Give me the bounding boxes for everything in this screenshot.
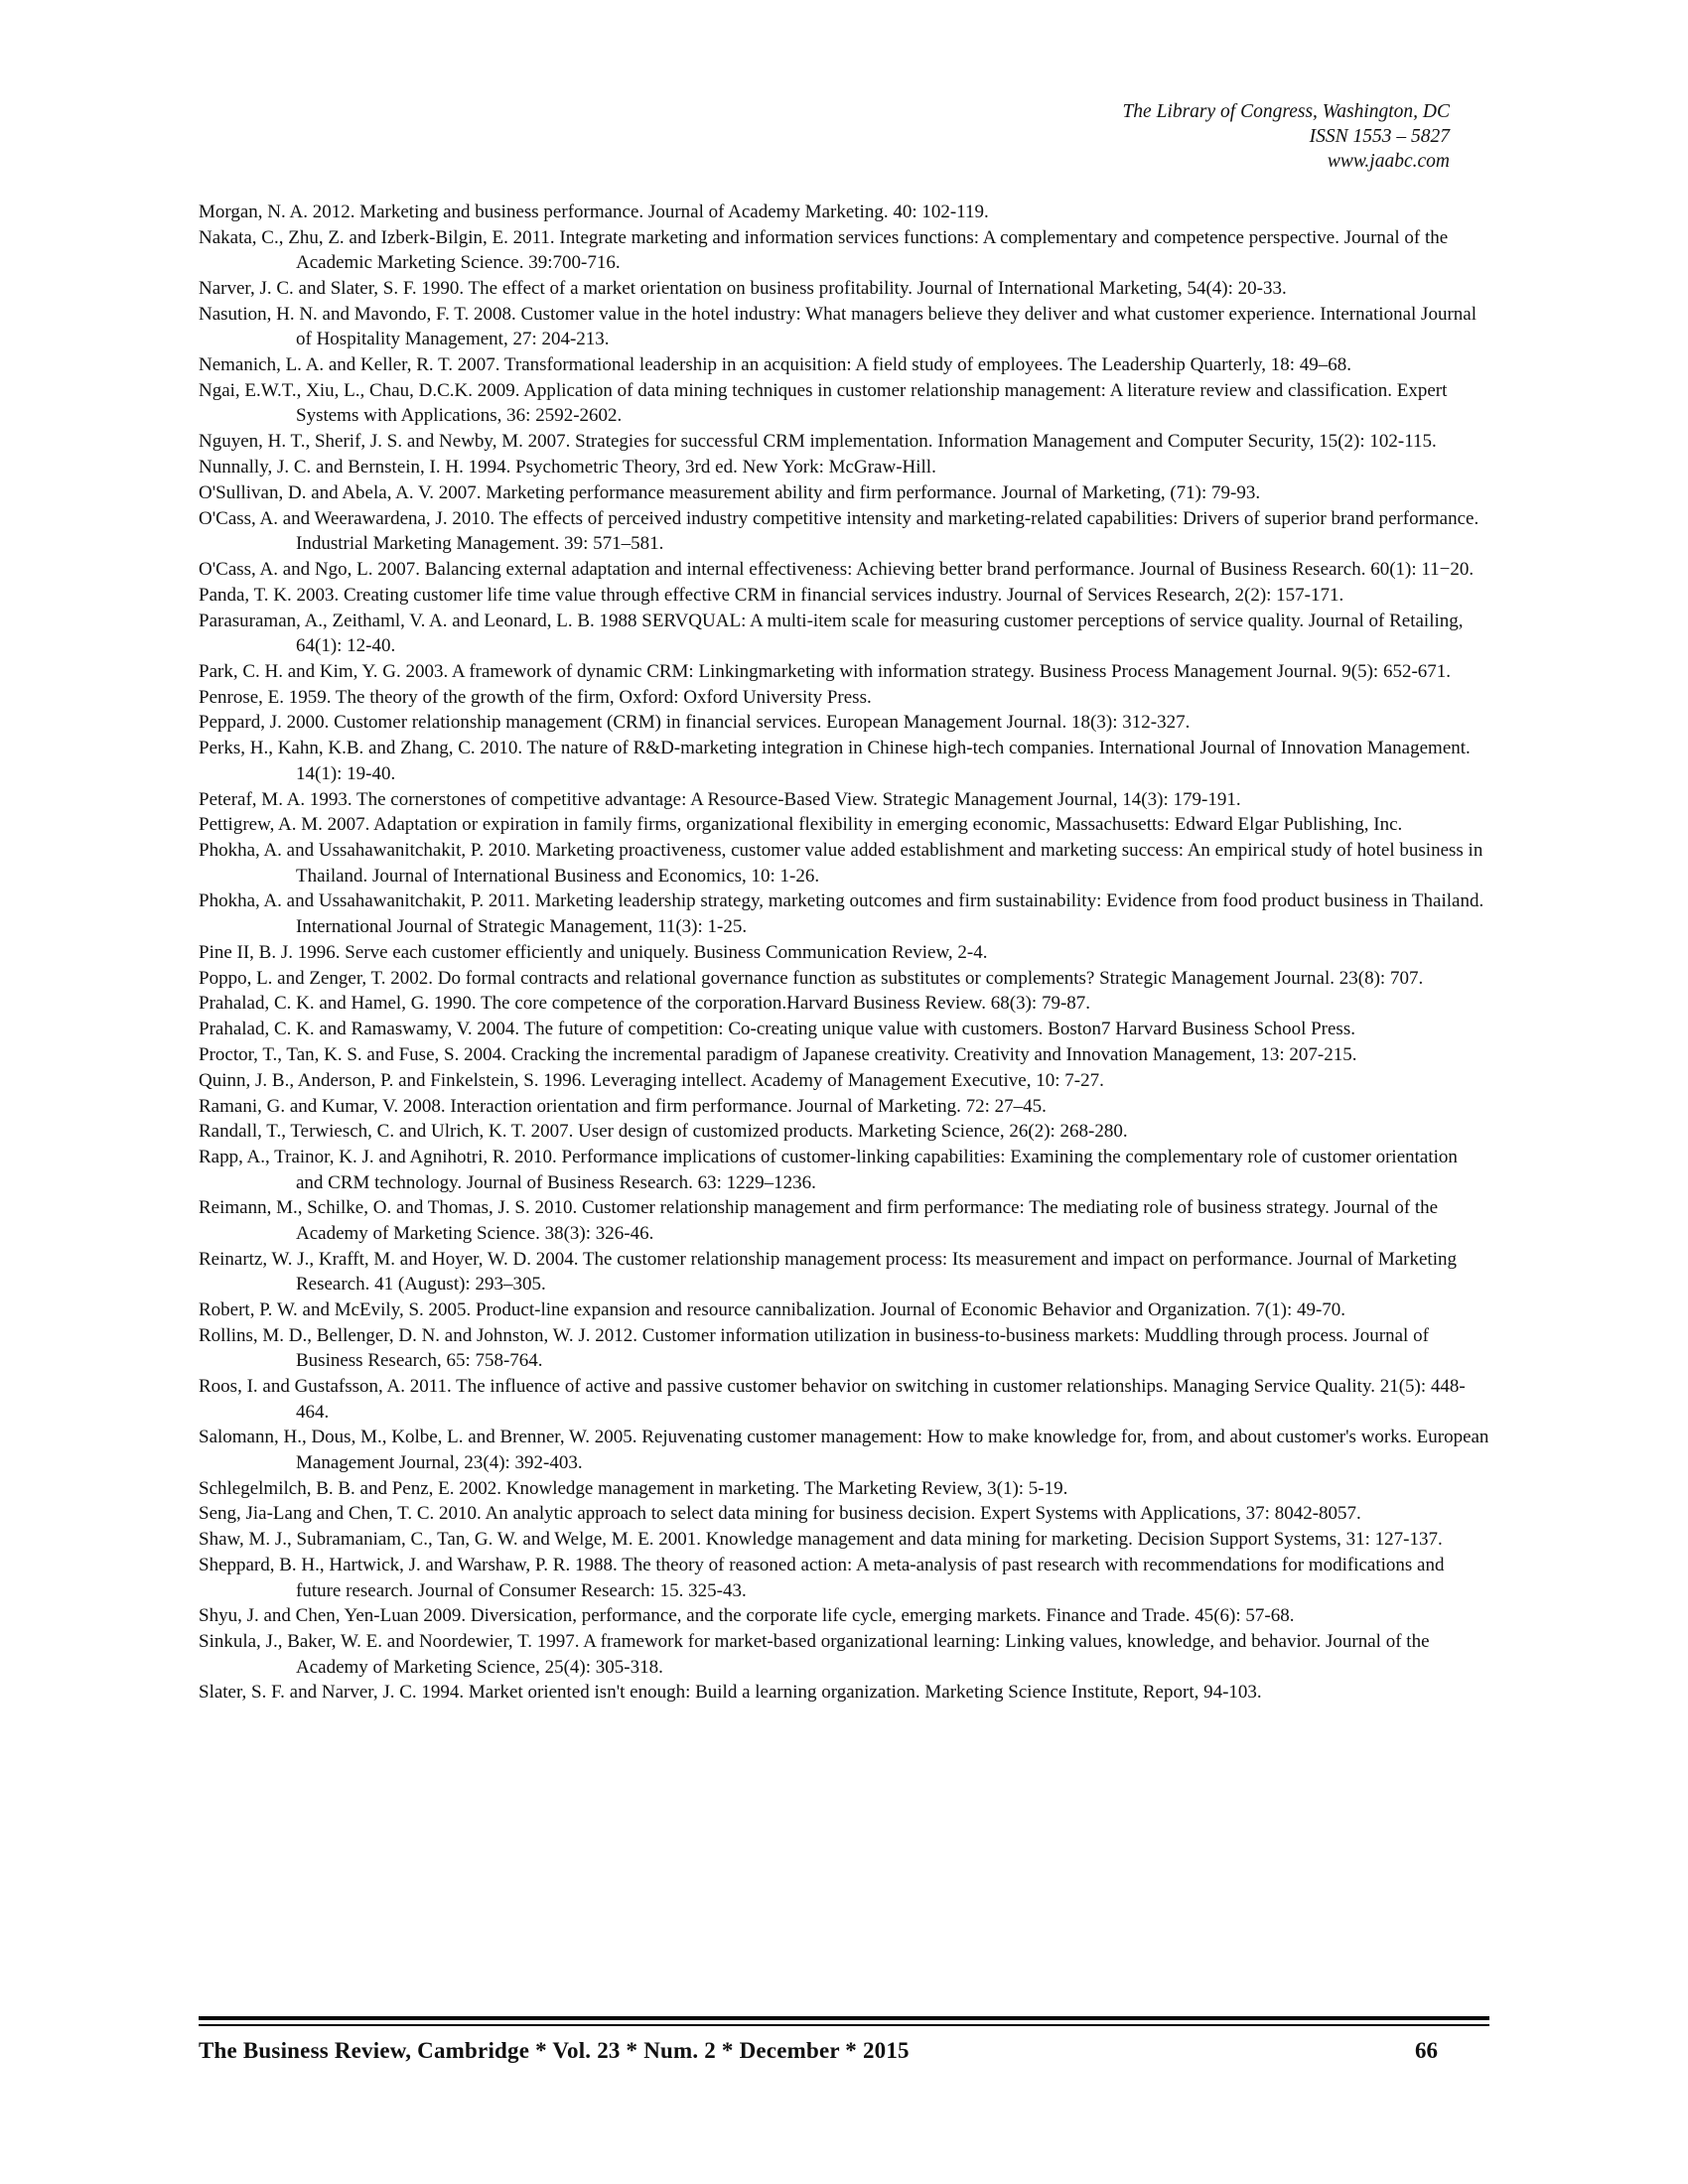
footer-journal-info: The Business Review, Cambridge * Vol. 23 * Num. 2 * December * 2015 [199, 2038, 910, 2063]
reference-entry: Randall, T., Terwiesch, C. and Ulrich, K. T. 2007. User design of customized products. Marketing Science, 26(2): 268-280. [199, 1121, 1128, 1143]
reference-entry: Penrose, E. 1959. The theory of the growth of the firm, Oxford: Oxford University Press. [199, 686, 872, 708]
reference-entry: Panda, T. K. 2003. Creating customer life time value through effective CRM in financial services industry. Journal of Services Research, 2(2): 157-171. [199, 584, 1344, 606]
reference-entry: Morgan, N. A. 2012. Marketing and business performance. Journal of Academy Marketing. 40: 102-119. [199, 202, 989, 222]
reference-entry: Rollins, M. D., Bellenger, D. N. and Johnston, W. J. 2012. Customer information utilization in business-to-business markets: Muddling through process. Journal of Business Research, 65: 758-764. [199, 1324, 1429, 1372]
reference-entry: Slater, S. F. and Narver, J. C. 1994. Market oriented isn't enough: Build a learning organization. Marketing Science Institute, Report, 94-103. [199, 1682, 1262, 1704]
journal-header [1122, 99, 1450, 174]
reference-entry: Nguyen, H. T., Sherif, J. S. and Newby, M. 2007. Strategies for successful CRM implementation. Information Management and Computer Security, 15(2): 102-115. [199, 431, 1437, 453]
reference-entry: Narver, J. C. and Slater, S. F. 1990. The effect of a market orientation on business profitability. Journal of International Marketing, 54(4): 20-33. [199, 278, 1287, 300]
footer-rule-thick [199, 2016, 1489, 2020]
reference-entry: Prahalad, C. K. and Ramaswamy, V. 2004. The future of competition: Co-creating unique value with customers. Boston7 Harvard Business School Press. [199, 1019, 1355, 1040]
reference-entry: Poppo, L. and Zenger, T. 2002. Do formal contracts and relational governance function as substitutes or complements? Strategic Management Journal. 23(8): 707. [199, 967, 1424, 989]
reference-entry: Shaw, M. J., Subramaniam, C., Tan, G. W. and Welge, M. E. 2001. Knowledge management and data mining for marketing. Decision Support Systems, 31: 127-137. [199, 1529, 1443, 1551]
reference-entry: Park, C. H. and Kim, Y. G. 2003. A framework of dynamic CRM: Linkingmarketing with information strategy. Business Process Management Journal. 9(5): 652-671. [199, 660, 1452, 682]
reference-entry: Salomann, H., Dous, M., Kolbe, L. and Brenner, W. 2005. Rejuvenating customer management: How to make knowledge for, from, and about customer's works. European Management Journal, 23(4): 392-403. [199, 1427, 1489, 1473]
reference-entry: Pettigrew, A. M. 2007. Adaptation or expiration in family firms, organizational flexibility in emerging economic, Massachusetts: Edward Elgar Publishing, Inc. [199, 814, 1403, 836]
header-issn: ISSN 1553 – 5827 [1309, 126, 1450, 147]
reference-entry: Nunnally, J. C. and Bernstein, I. H. 1994. Psychometric Theory, 3rd ed. New York: McGraw-Hill. [199, 457, 936, 478]
reference-entry: Sheppard, B. H., Hartwick, J. and Warshaw, P. R. 1988. The theory of reasoned action: A meta-analysis of past research with recommendations for modifications and future research. Journal of Consumer Research: 15. 325-43. [199, 1555, 1445, 1601]
reference-entry: Nasution, H. N. and Mavondo, F. T. 2008. Customer value in the hotel industry: What managers believe they deliver and what customer experience. International Journal of Hospitality Management, 27: 204-213. [199, 303, 1477, 350]
header-library: The Library of Congress, Washington, DC [1122, 101, 1450, 122]
footer-rule-thin [199, 2024, 1489, 2026]
reference-entry: Peteraf, M. A. 1993. The cornerstones of competitive advantage: A Resource-Based View. Strategic Management Journal, 14(3): 179-191. [199, 788, 1241, 810]
reference-entry: Shyu, J. and Chen, Yen-Luan 2009. Diversication, performance, and the corporate life cycle, emerging markets. Finance and Trade. 45(6): 57-68. [199, 1605, 1295, 1627]
reference-entry: Robert, P. W. and McEvily, S. 2005. Product-line expansion and resource cannibalization. Journal of Economic Behavior and Organization. 7(1): 49-70. [199, 1299, 1346, 1320]
reference-entry: O'Cass, A. and Ngo, L. 2007. Balancing external adaptation and internal effectiveness: Achieving better brand performance. Journal of Business Research. 60(1): 11−20. [199, 558, 1475, 580]
reference-entry: Sinkula, J., Baker, W. E. and Noordewier, T. 1997. A framework for market-based organizational learning: Linking values, knowledge, and behavior. Journal of the Academy of Marketing Science, 25(4): 305-318. [199, 1631, 1430, 1678]
reference-entry: Phokha, A. and Ussahawanitchakit, P. 2010. Marketing proactiveness, customer value added establishment and marketing success: An empirical study of hotel business in Thailand. Journal of International Business and Economics, 10: 1-26. [199, 840, 1483, 887]
reference-entry: Proctor, T., Tan, K. S. and Fuse, S. 2004. Cracking the incremental paradigm of Japanese creativity. Creativity and Innovation Management, 13: 207-215. [199, 1043, 1357, 1065]
reference-entry: Roos, I. and Gustafsson, A. 2011. The influence of active and passive customer behavior on switching in customer relationships. Managing Service Quality. 21(5): 448-464. [199, 1376, 1466, 1423]
reference-entry: Schlegelmilch, B. B. and Penz, E. 2002. Knowledge management in marketing. The Marketing Review, 3(1): 5-19. [199, 1477, 1068, 1499]
reference-entry: Rapp, A., Trainor, K. J. and Agnihotri, R. 2010. Performance implications of customer-linking capabilities: Examining the complementary role of customer orientation and CRM technology. Journal of Business Research. 63: 1229–1236. [199, 1147, 1458, 1193]
reference-entry: Peppard, J. 2000. Customer relationship management (CRM) in financial services. European Management Journal. 18(3): 312-327. [199, 712, 1191, 734]
reference-list [199, 200, 1489, 1706]
header-website: www.jaabc.com [1327, 151, 1450, 172]
reference-entry: Reinartz, W. J., Krafft, M. and Hoyer, W. D. 2004. The customer relationship management process: Its measurement and impact on performance. Journal of Marketing Research. 41 (August): 293–305. [199, 1248, 1457, 1296]
reference-entry: Pine II, B. J. 1996. Serve each customer efficiently and uniquely. Business Communication Review, 2-4. [199, 941, 988, 963]
reference-entry: O'Cass, A. and Weerawardena, J. 2010. The effects of perceived industry competitive intensity and marketing-related capabilities: Drivers of superior brand performance. Industrial Marketing Management. 39: 571–581. [199, 507, 1479, 555]
reference-entry: Reimann, M., Schilke, O. and Thomas, J. S. 2010. Customer relationship management and firm performance: The mediating role of business strategy. Journal of the Academy of Marketing Science. 38(3): 326-46. [199, 1197, 1439, 1244]
reference-entry: Prahalad, C. K. and Hamel, G. 1990. The core competence of the corporation.Harvard Business Review. 68(3): 79-87. [199, 993, 1091, 1015]
reference-entry: Nakata, C., Zhu, Z. and Izberk-Bilgin, E. 2011. Integrate marketing and information services functions: A complementary and competence perspective. Journal of the Academic Marketing Science. 39:700-716. [199, 226, 1449, 274]
reference-entry: Perks, H., Kahn, K.B. and Zhang, C. 2010. The nature of R&D-marketing integration in Chinese high-tech companies. International Journal of Innovation Management. 14(1): 19-40. [199, 738, 1471, 784]
page-number: 66 [1415, 2038, 1438, 2063]
reference-entry: Nemanich, L. A. and Keller, R. T. 2007. Transformational leadership in an acquisition: A field study of employees. The Leadership Quarterly, 18: 49–68. [199, 354, 1351, 376]
reference-entry: Quinn, J. B., Anderson, P. and Finkelstein, S. 1996. Leveraging intellect. Academy of Management Executive, 10: 7-27. [199, 1069, 1104, 1091]
reference-entry: Parasuraman, A., Zeithaml, V. A. and Leonard, L. B. 1988 SERVQUAL: A multi-item scale for measuring customer perceptions of service quality. Journal of Retailing, 64(1): 12-40. [199, 610, 1464, 657]
reference-entry: O'Sullivan, D. and Abela, A. V. 2007. Marketing performance measurement ability and firm performance. Journal of Marketing, (71): 79-93. [199, 481, 1261, 503]
reference-entry: Ramani, G. and Kumar, V. 2008. Interaction orientation and firm performance. Journal of Marketing. 72: 27–45. [199, 1095, 1047, 1117]
reference-entry: Ngai, E.W.T., Xiu, L., Chau, D.C.K. 2009. Application of data mining techniques in customer relationship management: A literature review and classification. Expert Systems with Applications, 36: 2592-2602. [199, 379, 1448, 427]
reference-entry: Phokha, A. and Ussahawanitchakit, P. 2011. Marketing leadership strategy, marketing outcomes and firm sustainability: Evidence from food product business in Thailand. International Journal of Strategic Management, 11(3): 1-25. [199, 890, 1484, 937]
reference-entry: Seng, Jia-Lang and Chen, T. C. 2010. An analytic approach to select data mining for business decision. Expert Systems with Applications, 37: 8042-8057. [199, 1503, 1361, 1525]
